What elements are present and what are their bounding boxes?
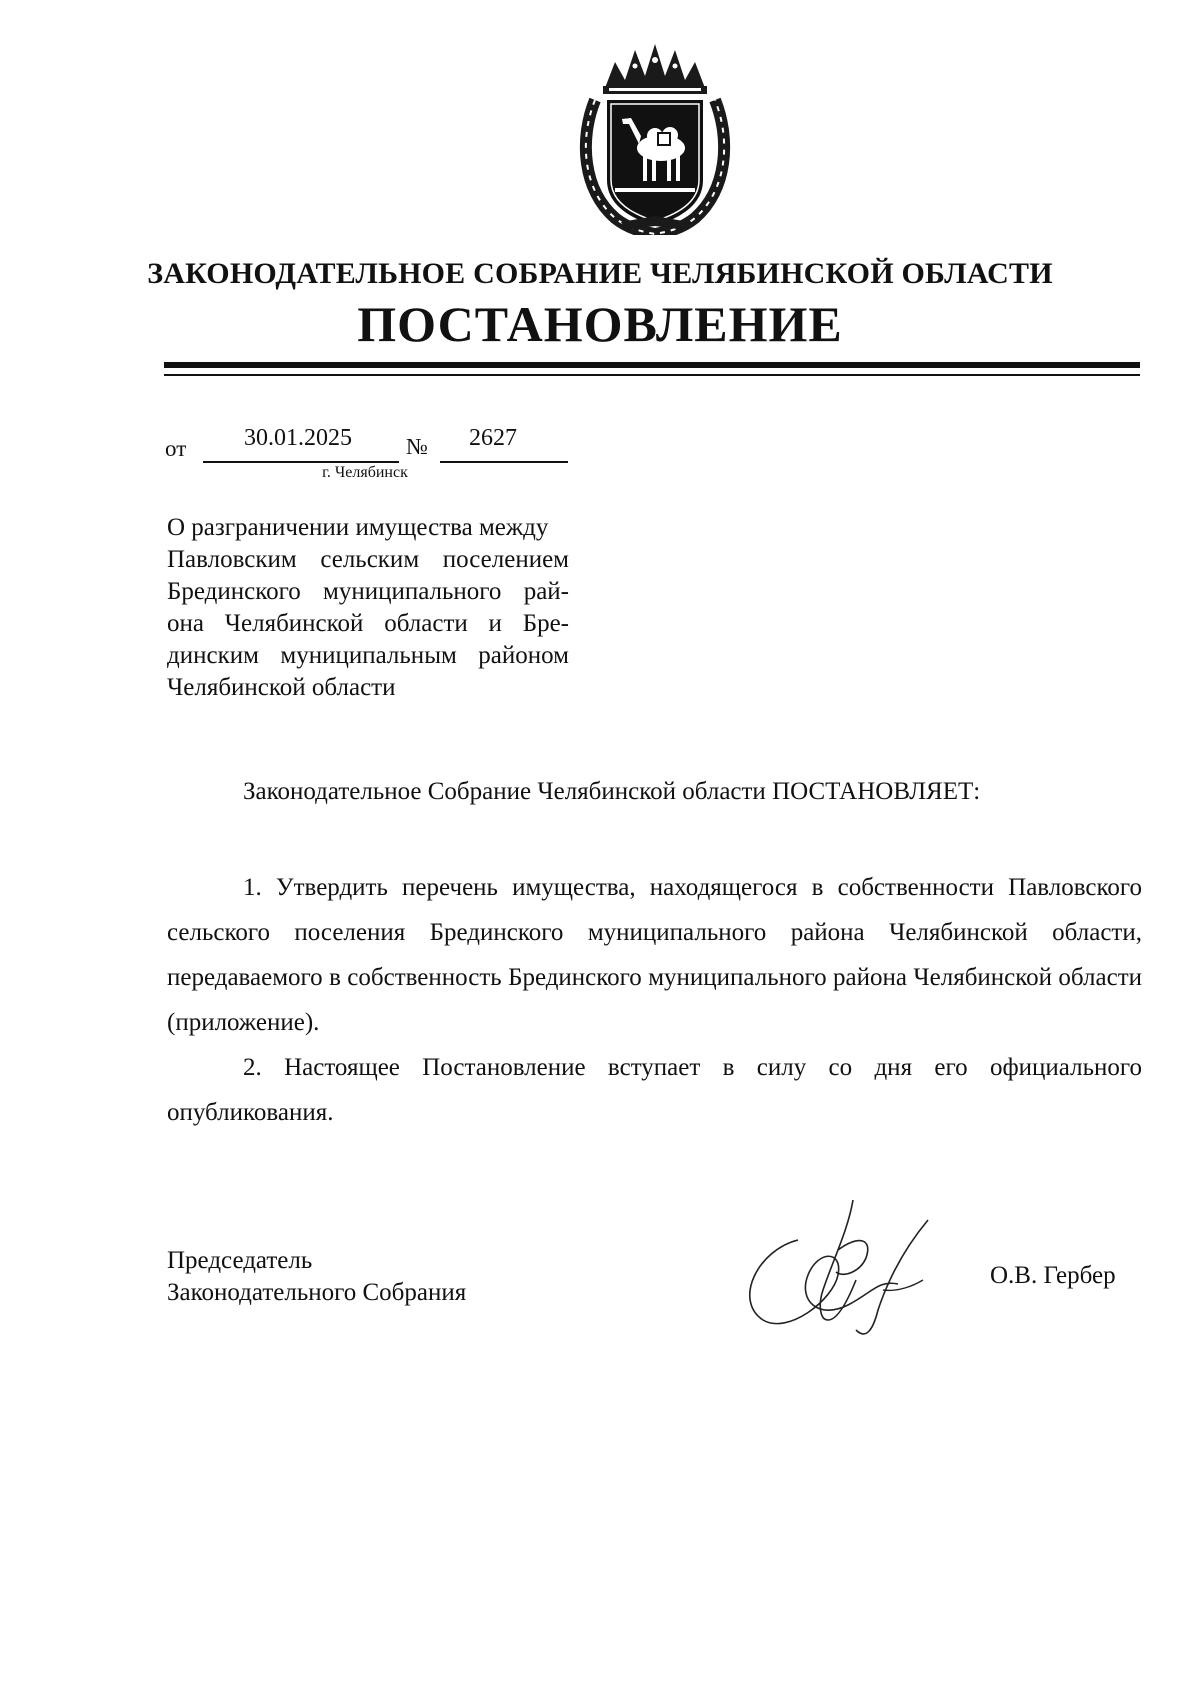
document-city: г. Челябинск	[322, 464, 408, 481]
number-label: №	[406, 434, 428, 459]
document-number: 2627	[469, 425, 517, 451]
chelyabinsk-oblast-coat-of-arms-icon	[575, 40, 735, 235]
signatory-title	[167, 1245, 466, 1309]
organization-name: ЗАКОНОДАТЕЛЬНОЕ СОБРАНИЕ ЧЕЛЯБИНСКОЙ ОБЛАСТИ	[147, 257, 1053, 290]
number-underline	[440, 461, 568, 463]
header-divider-thick	[164, 362, 1140, 368]
signatory-name: О.В. Гербер	[990, 1262, 1116, 1289]
subject-line: она Челябинской области и Бре-	[167, 610, 569, 637]
document-type: ПОСТАНОВЛЕНИЕ	[357, 296, 843, 352]
subject-line: О разграничении имущества между	[167, 514, 549, 541]
subject-line: динским муниципальным районом	[167, 642, 569, 669]
subject-line: Челябинской области	[167, 674, 396, 701]
header-divider-thin	[164, 374, 1140, 376]
resolution-item: 1. Утвердить перечень имущества, находящегося в собственности Павловского сельского поселения Брединского муниципального района Челябинской области, передаваемого в собственность Брединского муниципального района Челябинской области (приложение).	[167, 874, 1142, 1036]
signatory-title-line: Председатель	[167, 1247, 313, 1274]
resolution-items	[167, 865, 1142, 1135]
date-label: от	[165, 436, 187, 461]
handwritten-signature-icon	[738, 1180, 958, 1340]
resolution-item: 2. Настоящее Постановление вступает в силу со дня его официального опубликования.	[167, 1054, 1142, 1126]
document-date: 30.01.2025	[244, 425, 352, 451]
enacting-clause: Законодательное Собрание Челябинской области ПОСТАНОВЛЯЕТ:	[243, 778, 981, 805]
document-subject	[167, 512, 569, 704]
subject-line: Павловским сельским поселением	[167, 546, 569, 573]
signatory-title-line: Законодательного Собрания	[167, 1279, 467, 1306]
date-underline	[203, 461, 399, 463]
subject-line: Брединского муниципального рай-	[167, 578, 569, 605]
